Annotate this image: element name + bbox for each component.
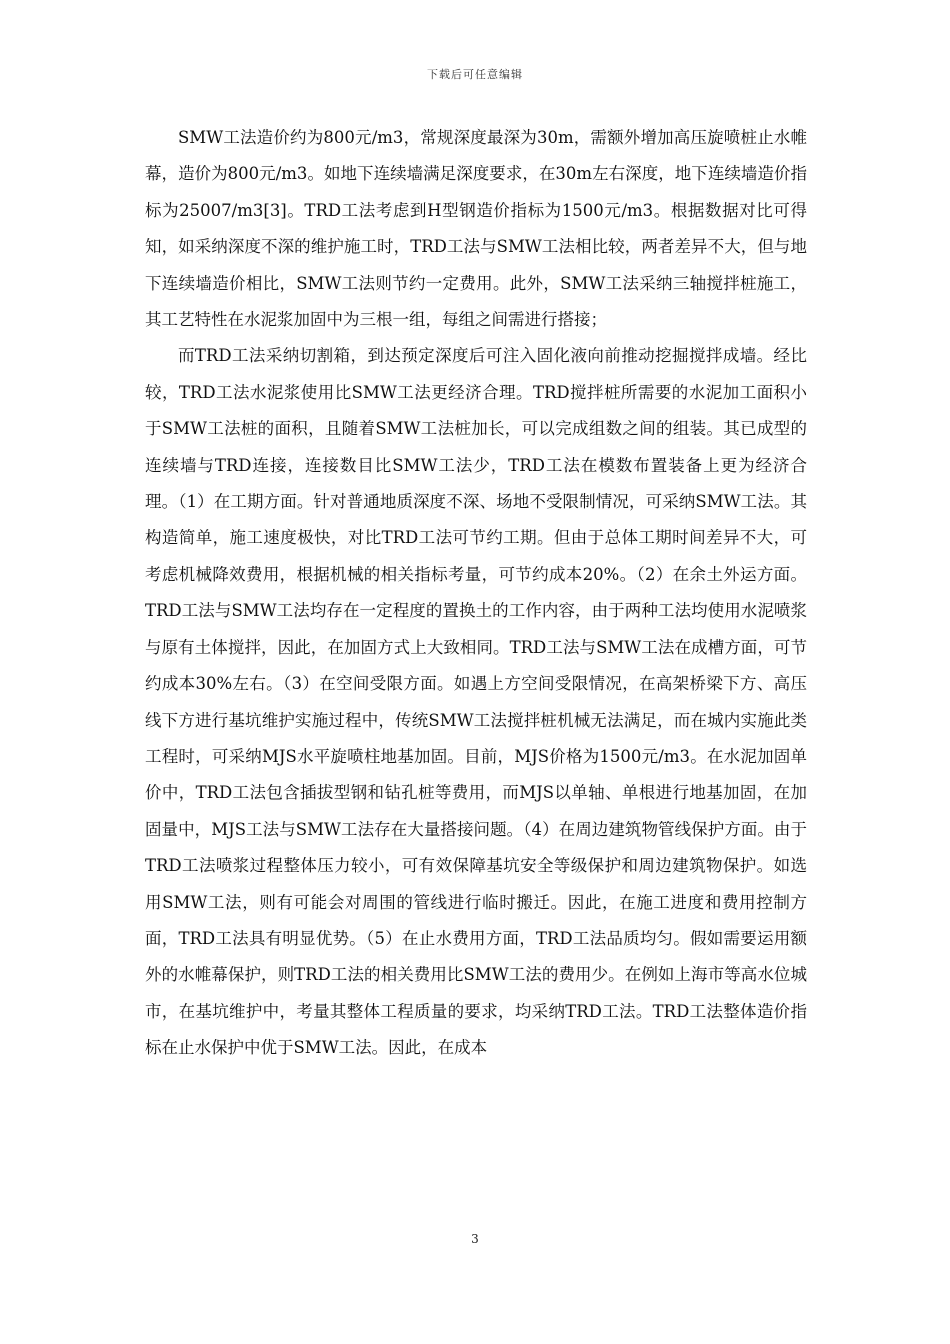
document-body [145,120,807,1067]
page-number: 3 [471,1232,479,1246]
paragraph: SMW工法造价约为800元/m3，常规深度最深为30m，需额外增加高压旋喷桩止水帷幕，造价为800元/m3。如地下连续墙满足深度要求，在30m左右深度，地下连续墙造价指标为25007/m3[3]。TRD工法考虑到H型钢造价指标为1500元/m3。根据数据对比可得知，如采纳深度不深的维护施工时，TRD工法与SMW工法相比较，两者差异不大，但与地下连续墙造价相比，SMW工法则节约一定费用。此外，SMW工法采纳三轴搅拌桩施工，其工艺特性在水泥浆加固中为三根一组，每组之间需进行搭接； [145,128,807,330]
page-header: 下载后可任意编辑 [427,68,523,81]
paragraph: 而TRD工法采纳切割箱，到达预定深度后可注入固化液向前推动挖掘搅拌成墙。经比较，TRD工法水泥浆使用比SMW工法更经济合理。TRD搅拌桩所需要的水泥加工面积小于SMW工法桩的面积，且随着SMW工法桩加长，可以完成组数之间的组装。其已成型的连续墙与TRD连接，连接数目比SMW工法少，TRD工法在模数布置装备上更为经济合理。（1）在工期方面。针对普通地质深度不深、场地不受限制情况，可采纳SMW工法。其构造简单，施工速度极快，对比TRD工法可节约工期。但由于总体工期时间差异不大，可考虑机械降效费用，根据机械的相关指标考量，可节约成本20%。（2）在余土外运方面。TRD工法与SMW工法均存在一定程度的置换土的工作内容，由于两种工法均使用水泥喷浆与原有土体搅拌，因此，在加固方式上大致相同。TRD工法与SMW工法在成槽方面，可节约成本30%左右。（3）在空间受限方面。如遇上方空间受限情况，在高架桥梁下方、高压线下方进行基坑维护实施过程中，传统SMW工法搅拌桩机械无法满足，而在城内实施此类工程时，可采纳MJS水平旋喷柱地基加固。目前，MJS价格为1500元/m3。在水泥加固单价中，TRD工法包含插拔型钢和钻孔桩等费用，而MJS以单轴、单根进行地基加固，在加固量中，MJS工法与SMW工法存在大量搭接问题。（4）在周边建筑物管线保护方面。由于TRD工法喷浆过程整体压力较小，可有效保障基坑安全等级保护和周边建筑物保护。如选用SMW工法，则有可能会对周围的管线进行临时搬迁。因此，在施工进度和费用控制方面，TRD工法具有明显优势。（5）在止水费用方面，TRD工法品质均匀。假如需要运用额外的水帷幕保护，则TRD工法的相关费用比SMW工法的费用少。在例如上海市等高水位城市，在基坑维护中，考量其整体工程质量的要求，均采纳TRD工法。TRD工法整体造价指标在止水保护中优于SMW工法。因此，在成本 [145,346,807,1058]
